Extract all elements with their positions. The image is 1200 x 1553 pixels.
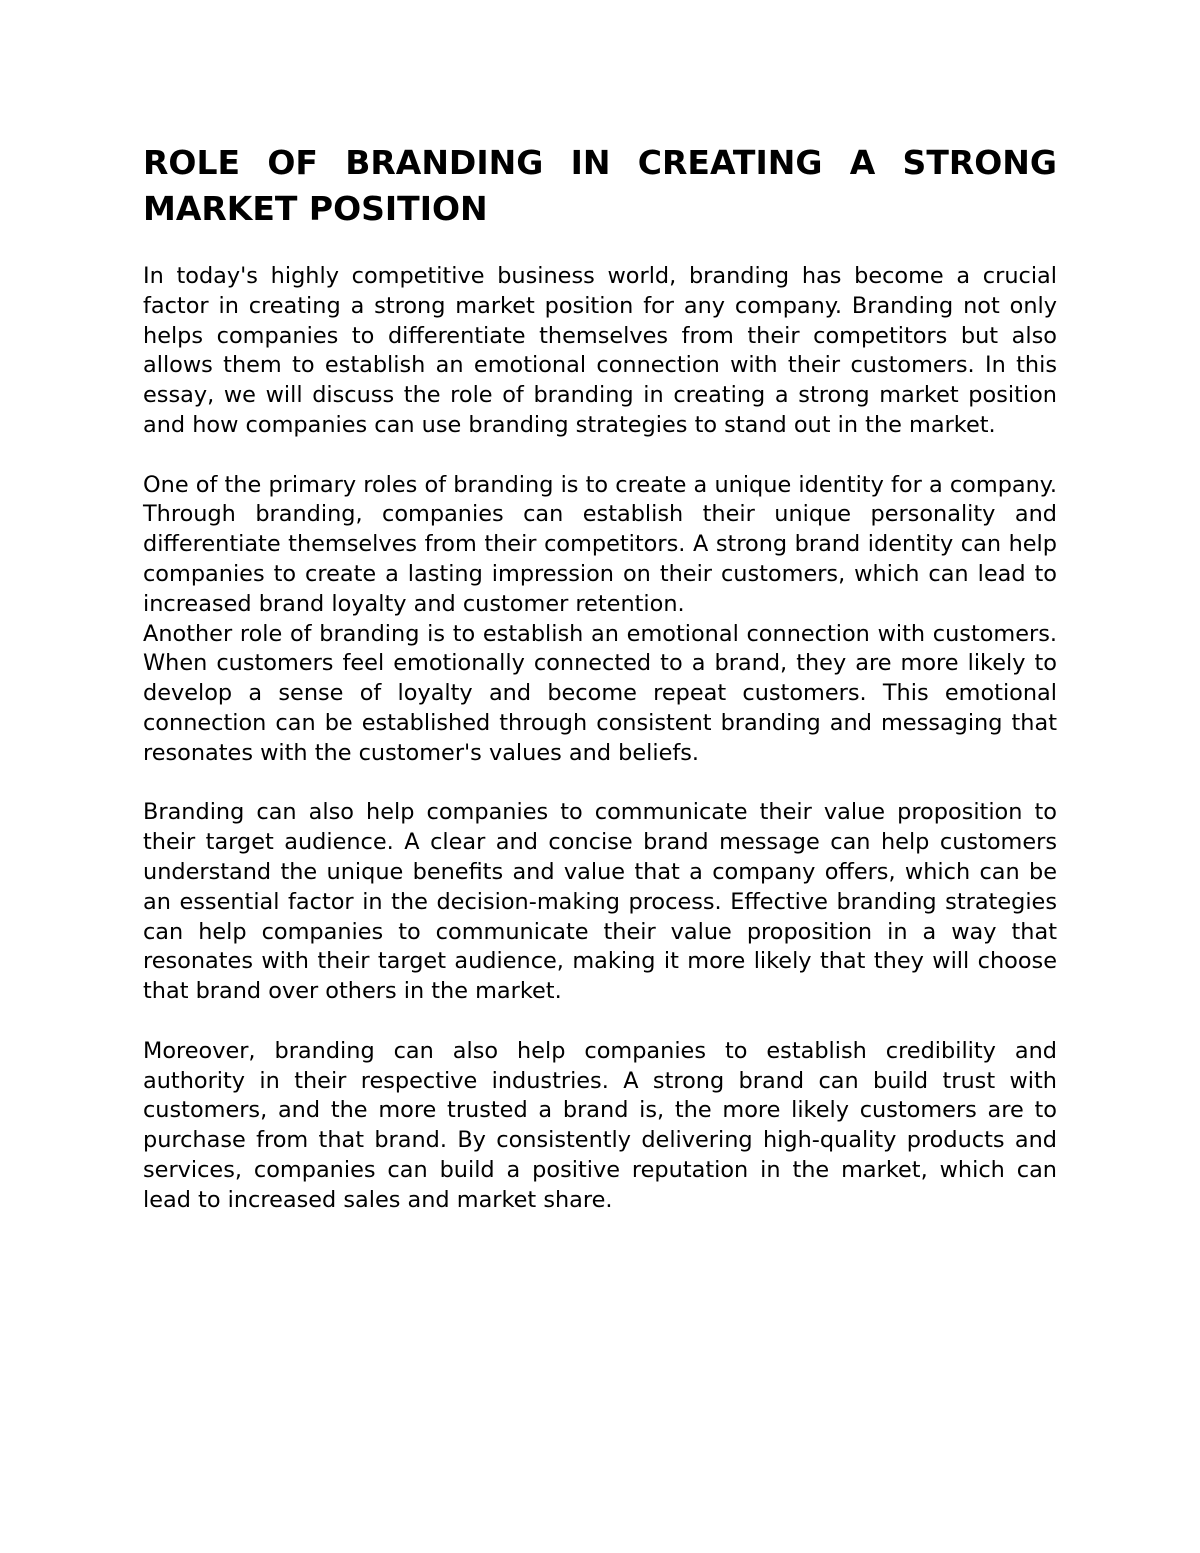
paragraph-intro: In today's highly competitive business world, branding has become a crucial factor in creating a strong market position for any company. Branding not only helps companies to differentiate themselves from their competitors but also allows them to establish an emotional connection with their customers. In this essay, we will discuss the role of branding in creating a strong market position and how companies can use branding strategies to stand out in the market. xyxy=(143,263,1057,438)
paragraph-credibility: Moreover, branding can also help companies to establish credibility and authority in their respective industries. A strong brand can build trust with customers, and the more trusted a brand is, the more likely customers are to purchase from that brand. By consistently delivering high-quality products and services, companies can build a positive reputation in the market, which can lead to increased sales and market share. xyxy=(143,1037,1057,1213)
document-title: ROLE OF BRANDING IN CREATING A STRONG MARKET POSITION xyxy=(143,143,1057,228)
paragraph-unique-identity: One of the primary roles of branding is to create a unique identity for a company. Through branding, companies can establish their unique personality and differentiate themselves from their competitors. A strong brand identity can help companies to create a lasting impression on their customers, which can lead to increased brand loyalty and customer retention. xyxy=(143,471,1057,617)
document-body xyxy=(143,140,1057,1216)
paragraph-value-proposition: Branding can also help companies to communicate their value proposition to their target audience. A clear and concise brand message can help customers understand the unique benefits and value that a company offers, which can be an essential factor in the decision-making process. Effective branding strategies can help companies to communicate their value proposition in a way that resonates with their target audience, making it more likely that they will choose that brand over others in the market. xyxy=(143,799,1057,1005)
paragraph-emotional-connection: Another role of branding is to establish an emotional connection with customers. When customers feel emotionally connected to a brand, they are more likely to develop a sense of loyalty and become repeat customers. This emotional connection can be established through consistent branding and messaging that resonates with the customer's values and beliefs. xyxy=(143,620,1057,766)
